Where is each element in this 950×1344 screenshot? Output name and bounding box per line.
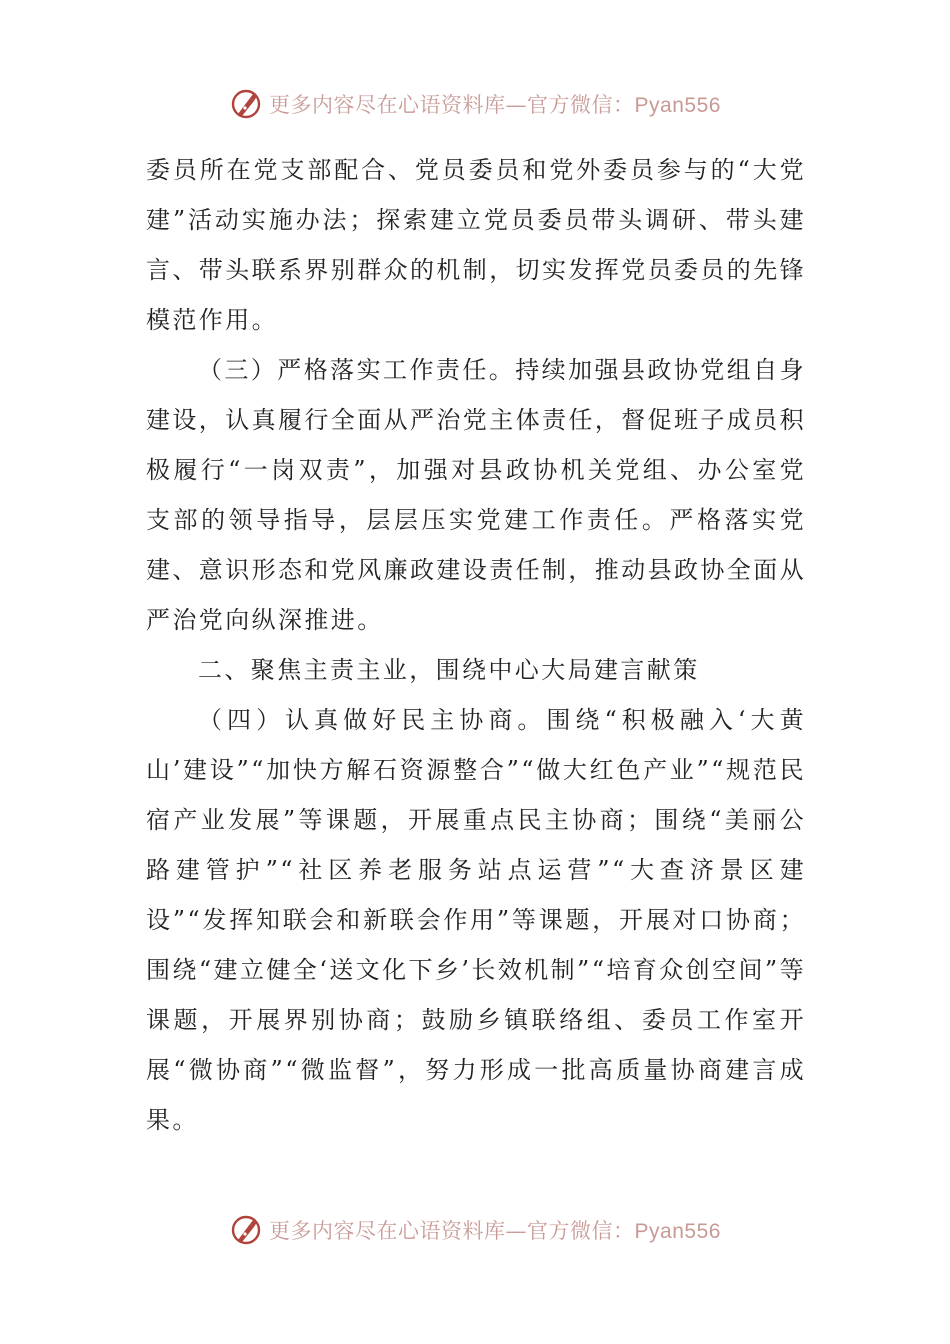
- paragraph-4: （四）认真做好民主协商。围绕“积极融入‘大黄山’建设”“加快方解石资源整合”“做大红色产业”“规范民宿产业发展”等课题，开展重点民主协商；围绕“美丽公路建管护”“社区养老服务站点运营”“大查济景区建设”“发挥知联会和新联会作用”等课题，开展对口协商；围绕“建立健全‘送文化下乡’长效机制”“培育众创空间”等课题，开展界别协商；鼓励乡镇联络组、委员工作室开展“微协商”“微监督”，努力形成一批高质量协商建言成果。: [146, 706, 806, 1134]
- document-body: [146, 145, 806, 1145]
- footer-watermark: [0, 1208, 950, 1252]
- watermark-text: 更多内容尽在心语资料库—官方微信：Pyan556: [269, 93, 721, 117]
- watermark-text: 更多内容尽在心语资料库—官方微信：Pyan556: [269, 1219, 721, 1243]
- header-watermark: [0, 82, 950, 126]
- pen-nib-logo-icon: [229, 1213, 263, 1247]
- pen-nib-logo-icon: [229, 87, 263, 121]
- paragraph-2: （三）严格落实工作责任。持续加强县政协党组自身建设，认真履行全面从严治党主体责任，督促班子成员积极履行“一岗双责”，加强对县政协机关党组、办公室党支部的领导指导，层层压实党建工作责任。严格落实党建、意识形态和党风廉政建设责任制，推动县政协全面从严治党向纵深推进。: [146, 356, 806, 634]
- section-heading: 二、聚焦主责主业，围绕中心大局建言献策: [198, 656, 700, 684]
- paragraph-1: 委员所在党支部配合、党员委员和党外委员参与的“大党建”活动实施办法；探索建立党员委员带头调研、带头建言、带头联系界别群众的机制，切实发挥党员委员的先锋模范作用。: [146, 156, 806, 334]
